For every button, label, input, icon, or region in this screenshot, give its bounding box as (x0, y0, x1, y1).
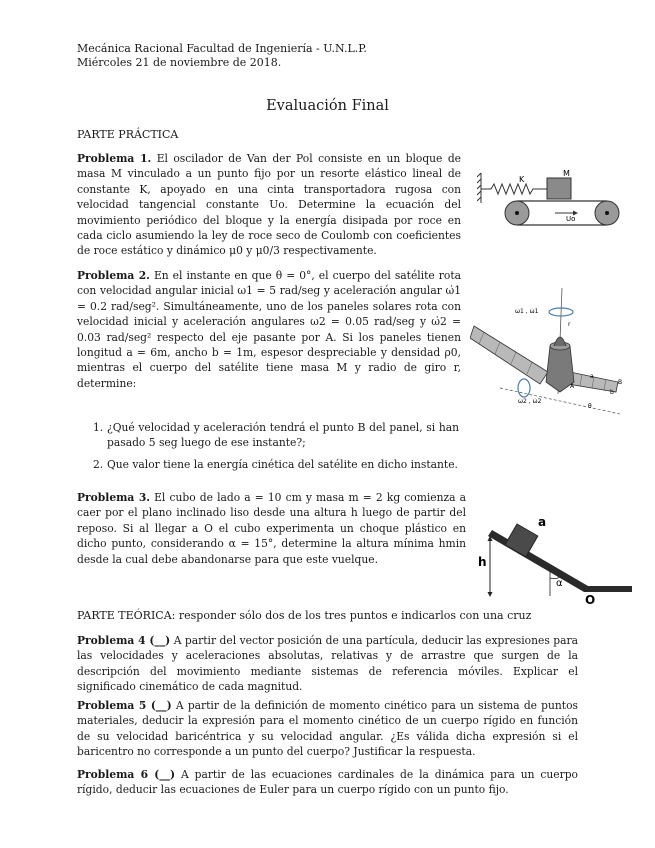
cube-side-label: a (538, 515, 547, 529)
spring (481, 184, 547, 194)
inclined-plane-figure (474, 510, 634, 605)
height-label: h (478, 555, 487, 569)
problem-2 (77, 268, 461, 391)
omega2-label: ω2 , ω̇2 (518, 398, 542, 405)
problem-2-label: Problema 2. (77, 269, 150, 282)
van-der-pol-figure (477, 165, 627, 227)
problem-3 (77, 490, 466, 567)
problem-6-label: Problema 6 (__) (77, 768, 176, 781)
enum-item-1-number: 1. (93, 421, 104, 434)
wall-support (477, 173, 481, 203)
problem-5-text: A partir de la definición de momento cinético para un sistema de puntos materiales, deducir la expresión para el momento cinético de un cuerpo rígido en función de su velocidad baricéntrica y su velocidad angular. ¿Es válida dicha expresión si el baricentro no corresponde a un punto del cuerpo? Justificar la respuesta. (77, 699, 579, 759)
rotation-arrow-bottom (518, 379, 530, 397)
spring-label: K (519, 175, 525, 184)
mass-label: M (563, 169, 570, 178)
problem-2-text: En el instante en que θ = 0°, el cuerpo del satélite rota con velocidad angular inicial ω1 = 5 rad/seg y aceleración angular ω̇1 = 0.2 rad/seg². Simultáneamente, uno de los paneles solares rota con velocidad inicial y aceleración angulares ω2 = 0.05 rad/seg y ω̇2 = 0.03 rad/seg² respecto del eje pasante por A. Si los paneles tienen longitud a = 6m, ancho b = 1m, espesor despreciable y densidad ρ0, mientras el cuerpo del satélite tiene masa M y radio de giro r, determine: (77, 269, 461, 390)
header-line-2: Miércoles 21 de noviembre de 2018. (77, 56, 282, 69)
length-a-label: a (590, 373, 594, 380)
mass-block (547, 178, 571, 199)
problem-6 (77, 767, 578, 798)
enum-item-1-text: ¿Qué velocidad y aceleración tendrá el punto B del panel, si han pasado 5 seg luego de ese instante?; (107, 421, 459, 450)
belt-velocity-label: Uo (566, 215, 576, 223)
practica-title: PARTE PRÁCTICA (77, 128, 179, 141)
problem-4 (77, 633, 578, 695)
problem-6-text: A partir de las ecuaciones cardinales de la dinámica para un cuerpo rígido, deducir las ecuaciones de Euler para un cuerpo rígido con un punto fijo. (77, 768, 578, 797)
cube (505, 524, 538, 557)
solar-panel-left (470, 326, 548, 384)
theta-label: θ (588, 403, 592, 410)
omega1-label: ω1 , ω̇1 (515, 308, 539, 315)
problem-1-text: El oscilador de Van der Pol consiste en un bloque de masa M vinculado a un punto fijo por un resorte elástico lineal de constante K, apoyado en una cinta transportadora rugosa con velocidad tangencial constante Uo. Determine la ecuación del movimiento periódico del bloque y la energía disipada por roce en cada ciclo asumiendo la ley de roce seco de Coulomb con coeficientes de roce estático y dinámico μ0 y μ0/3 respectivamente. (77, 152, 461, 258)
problem-1 (77, 151, 461, 259)
problem-3-label: Problema 3. (77, 491, 150, 504)
satellite-figure (470, 286, 630, 428)
enum-item-1 (93, 420, 461, 451)
enum-item-2-number: 2. (93, 458, 104, 471)
inclined-plane (488, 530, 588, 592)
teorica-title: PARTE TEÓRICA: responder sólo dos de los tres puntos e indicarlos con una cruz (77, 609, 532, 622)
width-b-label: b (610, 389, 614, 396)
floor-plane (584, 586, 632, 592)
point-a-label: A (570, 383, 575, 390)
enum-item-2-text: Que valor tiene la energía cinética del satélite en dicho instante. (107, 458, 458, 471)
problem-4-text: A partir del vector posición de una partícula, deducir las expresiones para las velocidades y aceleraciones absolutas, relativas y de arrastre que surgen de la descripción del movimiento mediante sistemas de referencia móviles. Explicar el significado cinemático de cada magnitud. (77, 634, 578, 694)
problem-4-label: Problema 4 (__) (77, 634, 171, 647)
header-line-1: Mecánica Racional Facultad de Ingeniería - U.N.L.P. (77, 42, 367, 55)
point-b-label: B (618, 379, 623, 386)
problem-5 (77, 698, 578, 760)
point-o-label: O (585, 593, 596, 605)
page-title: Evaluación Final (266, 98, 389, 114)
problem-1-label: Problema 1. (77, 152, 152, 165)
radius-r-label: r (568, 321, 571, 328)
alpha-label: α (556, 578, 563, 589)
enum-item-2 (93, 457, 461, 472)
problem-3-text: El cubo de lado a = 10 cm y masa m = 2 kg comienza a caer por el plano inclinado liso desde una altura h luego de partir del reposo. Si al llegar a O el cubo experimenta un choque plástico en dicho punto, considerando α = 15°, determine la altura mínima hmin desde la cual debe abandonarse para que este vuelque. (77, 491, 466, 566)
problem-5-label: Problema 5 (__) (77, 699, 172, 712)
